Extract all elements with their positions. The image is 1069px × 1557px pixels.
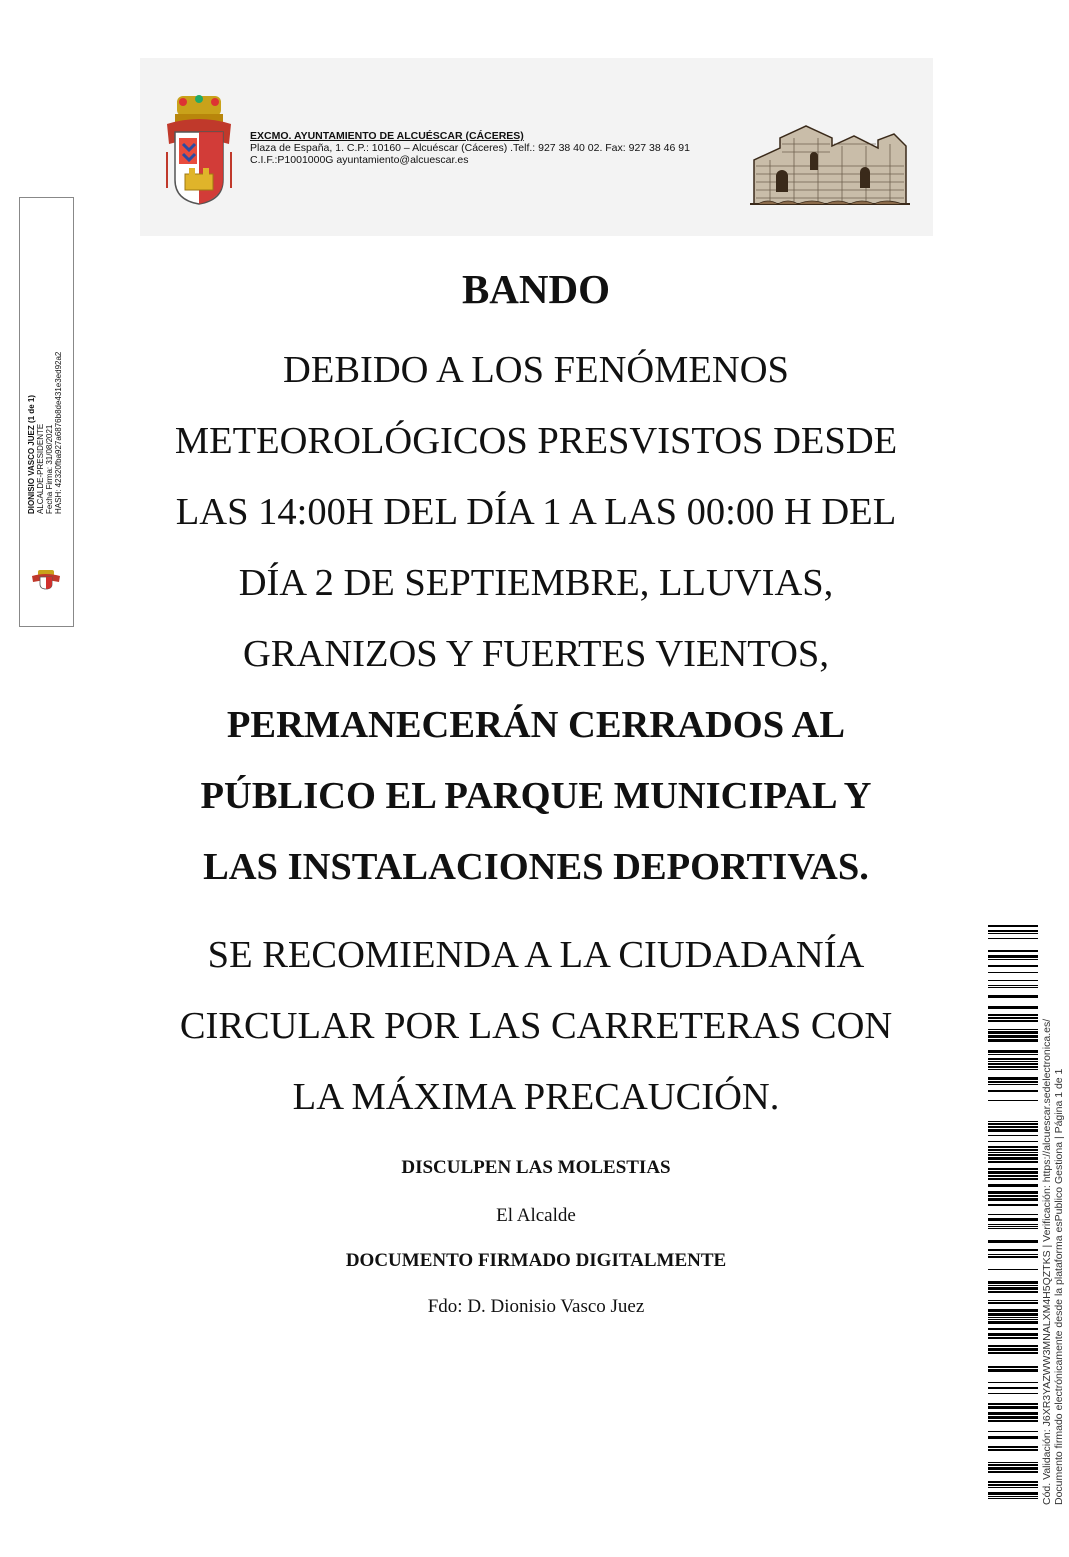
council-name: EXCMO. AYUNTAMIENTO DE ALCUÉSCAR (CÁCERES) bbox=[250, 130, 524, 142]
church-illustration-icon bbox=[750, 116, 910, 208]
closure-line: LAS INSTALACIONES DEPORTIVAS. bbox=[203, 846, 869, 888]
validation-code: Cód. Validación: J6XR3YAZWW3MNALXM4H5QZTKS | Verificación: https://alcuescar.sedelectronica.es/ bbox=[1041, 1018, 1053, 1505]
signature-stamp-text bbox=[27, 352, 63, 514]
signature-date: Fecha Firma: 31/08/2021 bbox=[45, 424, 54, 514]
verification-text bbox=[1041, 1019, 1065, 1505]
council-cif-email: C.I.F.:P1001000G ayuntamiento@alcuescar.es bbox=[250, 154, 469, 166]
recommendation-line: SE RECOMIENDA A LA CIUDADANÍA bbox=[207, 934, 865, 976]
recommendation-line: CIRCULAR POR LAS CARRETERAS CON bbox=[179, 1005, 893, 1047]
digital-signature-note: DOCUMENTO FIRMADO DIGITALMENTE bbox=[345, 1250, 727, 1271]
signature-hash: HASH: 42320fba927a6876b8de431e3ed92a2 bbox=[54, 351, 63, 514]
closure-line: PÚBLICO EL PARQUE MUNICIPAL Y bbox=[200, 775, 872, 817]
recommendation-block bbox=[136, 920, 936, 1133]
signer-role: ALCALDE-PRESIDENTE bbox=[36, 423, 45, 514]
recommendation-line: LA MÁXIMA PRECAUCIÓN. bbox=[292, 1076, 780, 1118]
notice-line: METEOROLÓGICOS PRESVISTOS DESDE bbox=[174, 420, 898, 462]
letterhead-text bbox=[250, 130, 740, 166]
coat-of-arms-icon bbox=[163, 92, 235, 208]
closure-line: PERMANECERÁN CERRADOS AL bbox=[226, 704, 846, 746]
notice-title: BANDO bbox=[461, 266, 611, 312]
signer-name: DIONISIO VASCO JUEZ (1 de 1) bbox=[27, 395, 36, 514]
barcode-icon bbox=[988, 925, 1038, 1507]
notice-line: LAS 14:00H DEL DÍA 1 A LAS 00:00 H DEL bbox=[175, 491, 897, 533]
notice-line: DÍA 2 DE SEPTIEMBRE, LLUVIAS, bbox=[238, 562, 834, 604]
notice-body bbox=[136, 335, 936, 903]
signer-title: El Alcalde bbox=[496, 1205, 576, 1226]
signer-line: Fdo: D. Dionisio Vasco Juez bbox=[427, 1296, 645, 1317]
notice-line: DEBIDO A LOS FENÓMENOS bbox=[283, 349, 789, 391]
platform-note: Documento firmado electrónicamente desde la plataforma esPublico Gestiona | Página 1 de 1 bbox=[1053, 1068, 1065, 1505]
notice-line: GRANIZOS Y FUERTES VIENTOS, bbox=[243, 633, 829, 675]
council-address: Plaza de España, 1. C.P.: 10160 – Alcuéscar (Cáceres) .Telf.: 927 38 40 02. Fax: 927 38 46 91 bbox=[250, 142, 690, 154]
apology-text: DISCULPEN LAS MOLESTIAS bbox=[401, 1157, 671, 1178]
coat-of-arms-small-icon bbox=[30, 568, 62, 590]
